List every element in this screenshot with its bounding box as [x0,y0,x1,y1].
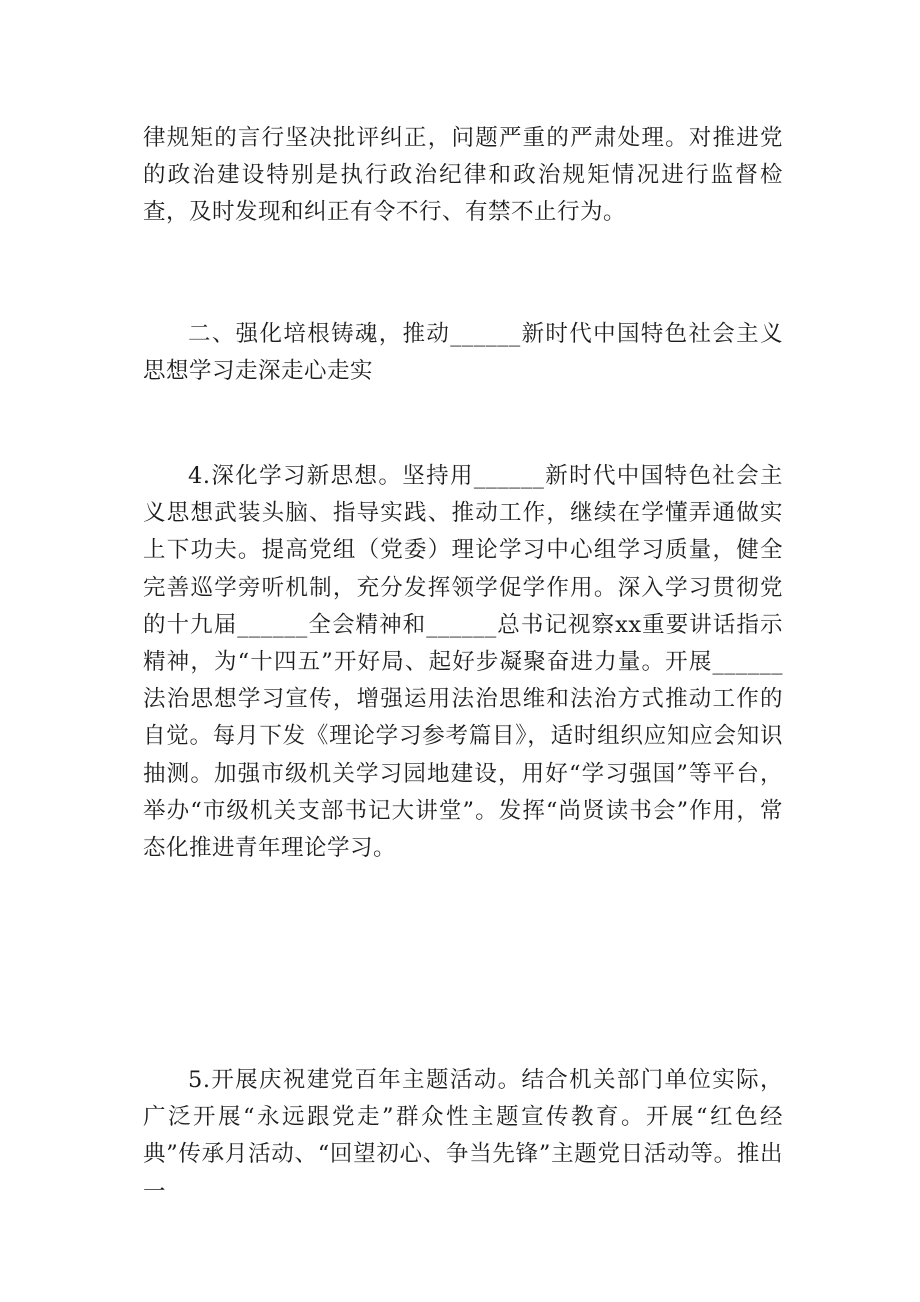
paragraph-item-5: 5.开展庆祝建党百年主题活动。结合机关部门单位实际，广泛开展“永远跟党走”群众性主题宣传教育。开展“红色经典”传承月活动、“回望初心、争当先锋”主题党日活动等。推出一 [143,1067,783,1205]
paragraph-continuation: 律规矩的言行坚决批评纠正，问题严重的严肃处理。对推进党的政治建设特别是执行政治纪律和政治规矩情况进行监督检查，及时发现和纠正有令不行、有禁不止行为。 [143,125,783,226]
paragraph-item-4: 4.深化学习新思想。坚持用______新时代中国特色社会主义思想武装头脑、指导实践、推动工作，继续在学懂弄通做实上下功夫。提高党组（党委）理论学习中心组学习质量，健全完善巡学旁听机制，充分发挥领学促学作用。深入学习贯彻党的十九届______全会精神和______总书记视察xx重要讲话指示精神，为“十四五”开好局、起好步凝聚奋进力量。开展______法治思想学习宣传，增强运用法治思维和法治方式推动工作的自觉。每月下发《理论学习参考篇目》，适时组织应知应会知识抽测。加强市级机关学习园地建设，用好“学习强国”等平台，举办“市级机关支部书记大讲堂”。发挥“尚贤读书会”作用，常态化推进青年理论学习。 [143,463,783,862]
section-heading-2: 二、强化培根铸魂，推动______新时代中国特色社会主义思想学习走深走心走实 [143,321,783,385]
